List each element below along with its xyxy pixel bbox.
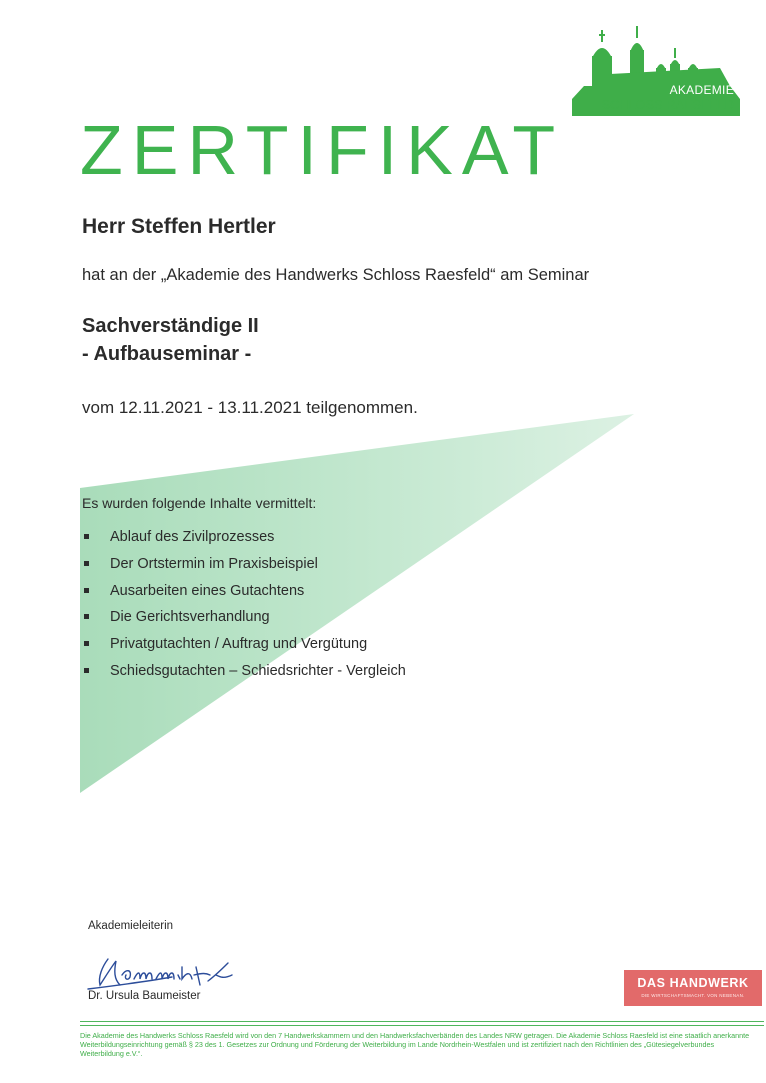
bullet-icon xyxy=(84,588,89,593)
list-item-label: Ausarbeiten eines Gutachtens xyxy=(110,582,305,599)
signatory-name: Dr. Ursula Baumeister xyxy=(88,990,201,1002)
attendance-period: vom 12.11.2021 - 13.11.2021 teilgenommen. xyxy=(82,398,418,417)
footer-legal-text: Die Akademie des Handwerks Schloss Raesfeld wird von den 7 Handwerkskammern und den Handwerksfachverbänden des Landes NRW getragen. Die Akademie Schloss Raesfeld ist eine staatlich anerkannte Weiterbildungseinrichtung gemäß § 23 des 1. Gesetzes zur Ordnung und Förderung der Weiterbildung im Lande Nordrhein-Westfalen und ist zertifiziert nach den Richtlinien des „Gütesiegelverbundes Weiterbildung e.V.“. xyxy=(80,1031,750,1058)
seminar-subtitle: - Aufbauseminar - xyxy=(82,343,252,365)
footer-rule-top xyxy=(80,1021,764,1022)
list-item-label: Ablauf des Zivilprozesses xyxy=(110,529,275,545)
list-item xyxy=(82,634,406,661)
list-item xyxy=(82,581,406,608)
certificate-title: ZERTIFIKAT xyxy=(80,111,565,189)
handwritten-signature xyxy=(80,945,270,995)
bullet-icon xyxy=(84,614,89,619)
list-item-label: Schiedsgutachten – Schiedsrichter - Vergleich xyxy=(110,662,406,679)
handwerk-logo-tagline: DIE WIRTSCHAFTSMACHT. VON NEBENAN. xyxy=(641,993,745,998)
list-item xyxy=(82,527,406,554)
logo-text-schloss-raesfeld: SCHLOSS RAESFELD xyxy=(601,98,734,112)
list-item xyxy=(82,607,406,634)
seminar-title: Sachverständige II xyxy=(82,315,259,337)
das-handwerk-logo xyxy=(624,970,762,1006)
bullet-icon xyxy=(84,534,89,539)
list-item-label: Die Gerichtsverhandlung xyxy=(110,609,270,626)
intro-text: hat an der „Akademie des Handwerks Schloss Raesfeld“ am Seminar xyxy=(82,266,590,284)
list-item xyxy=(82,661,406,688)
footer-rule-bottom xyxy=(80,1025,764,1026)
handwerk-logo-text: DAS HANDWERK xyxy=(637,976,749,990)
list-item xyxy=(82,554,406,581)
bullet-icon xyxy=(84,561,89,566)
recipient-name: Herr Steffen Hertler xyxy=(82,215,276,238)
list-item-label: Privatgutachten / Auftrag und Vergütung xyxy=(110,636,368,653)
list-item-label: Der Ortstermin im Praxisbeispiel xyxy=(110,555,318,572)
contents-heading: Es wurden folgende Inhalte vermittelt: xyxy=(82,495,317,511)
signatory-role: Akademieleiterin xyxy=(88,920,174,932)
contents-list xyxy=(82,527,406,688)
logo-text-akademie: AKADEMIE xyxy=(669,83,734,97)
bullet-icon xyxy=(84,668,89,673)
bullet-icon xyxy=(84,641,89,646)
